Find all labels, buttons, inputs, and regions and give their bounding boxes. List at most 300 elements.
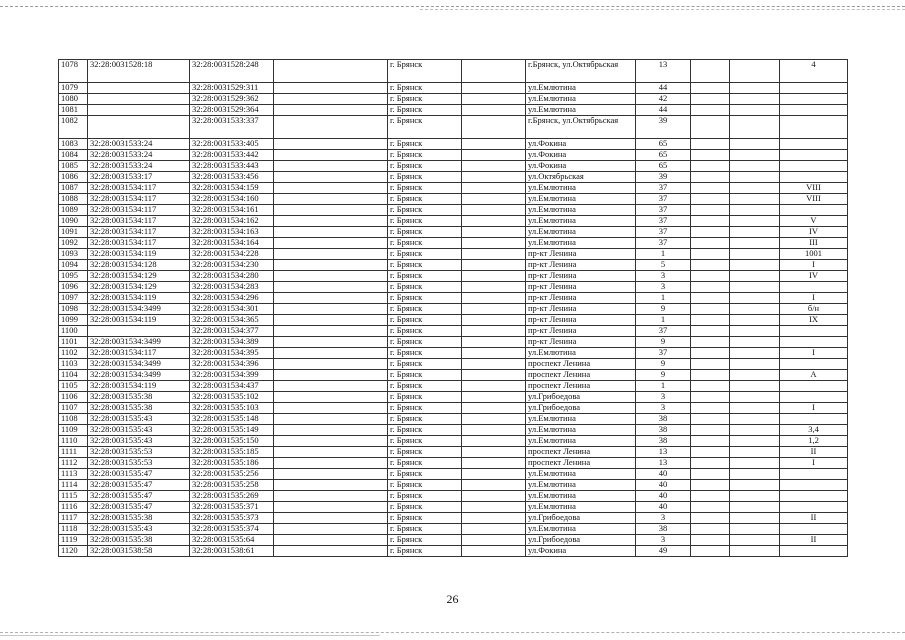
parcel-number-cell: 32:28:0031534:119	[88, 249, 190, 260]
row-number-cell: 1082	[59, 116, 88, 139]
object-number-cell: 32:28:0031529:311	[190, 83, 274, 94]
premises-number-cell: I	[780, 348, 848, 359]
table-row	[59, 535, 848, 546]
premises-number-cell: б/н	[780, 304, 848, 315]
object-number-cell: 32:28:0031535:149	[190, 425, 274, 436]
house-number-cell: 37	[636, 348, 691, 359]
table-row	[59, 260, 848, 271]
object-number-cell: 32:28:0031534:164	[190, 238, 274, 249]
parcel-number-cell: 32:28:0031535:38	[88, 513, 190, 524]
empty-col-cell	[274, 359, 388, 370]
empty-col-cell	[462, 227, 526, 238]
street-cell: ул.Емлютина	[526, 94, 636, 105]
empty-col-cell	[691, 480, 730, 491]
empty-col-cell	[691, 260, 730, 271]
row-number-cell: 1118	[59, 524, 88, 535]
house-number-cell: 49	[636, 546, 691, 557]
empty-col-cell	[274, 403, 388, 414]
table-row	[59, 502, 848, 513]
house-number-cell: 37	[636, 194, 691, 205]
row-number-cell: 1089	[59, 205, 88, 216]
empty-col-cell	[730, 546, 780, 557]
premises-number-cell: VIII	[780, 183, 848, 194]
street-cell: ул.Емлютина	[526, 491, 636, 502]
house-number-cell: 5	[636, 260, 691, 271]
empty-col-cell	[691, 238, 730, 249]
city-cell: г. Брянск	[388, 502, 462, 513]
parcel-number-cell: 32:28:0031535:43	[88, 414, 190, 425]
street-cell: проспект Ленина	[526, 370, 636, 381]
house-number-cell: 1	[636, 315, 691, 326]
city-cell: г. Брянск	[388, 392, 462, 403]
row-number-cell: 1095	[59, 271, 88, 282]
street-cell: ул.Емлютина	[526, 183, 636, 194]
empty-col-cell	[730, 216, 780, 227]
parcel-number-cell: 32:28:0031535:47	[88, 491, 190, 502]
empty-col-cell	[691, 337, 730, 348]
empty-col-cell	[274, 513, 388, 524]
empty-col-cell	[274, 161, 388, 172]
premises-number-cell	[780, 469, 848, 480]
object-number-cell: 32:28:0031535:186	[190, 458, 274, 469]
empty-col-cell	[691, 425, 730, 436]
row-number-cell: 1114	[59, 480, 88, 491]
empty-col-cell	[691, 216, 730, 227]
parcel-number-cell: 32:28:0031534:3499	[88, 359, 190, 370]
street-cell: ул.Емлютина	[526, 502, 636, 513]
parcel-number-cell: 32:28:0031534:117	[88, 348, 190, 359]
table-row	[59, 139, 848, 150]
empty-col-cell	[691, 392, 730, 403]
empty-col-cell	[462, 370, 526, 381]
street-cell: ул.Емлютина	[526, 227, 636, 238]
register-table	[58, 59, 848, 557]
empty-col-cell	[691, 83, 730, 94]
premises-number-cell	[780, 172, 848, 183]
city-cell: г. Брянск	[388, 370, 462, 381]
parcel-number-cell: 32:28:0031535:43	[88, 524, 190, 535]
premises-number-cell	[780, 282, 848, 293]
city-cell: г. Брянск	[388, 425, 462, 436]
premises-number-cell: II	[780, 535, 848, 546]
empty-col-cell	[462, 524, 526, 535]
table-row	[59, 392, 848, 403]
parcel-number-cell: 32:28:0031533:24	[88, 139, 190, 150]
empty-col-cell	[274, 227, 388, 238]
empty-col-cell	[691, 282, 730, 293]
row-number-cell: 1087	[59, 183, 88, 194]
city-cell: г. Брянск	[388, 205, 462, 216]
empty-col-cell	[691, 458, 730, 469]
empty-col-cell	[462, 94, 526, 105]
city-cell: г. Брянск	[388, 139, 462, 150]
street-cell: ул.Фокина	[526, 150, 636, 161]
empty-col-cell	[462, 425, 526, 436]
premises-number-cell	[780, 326, 848, 337]
row-number-cell: 1086	[59, 172, 88, 183]
table-row	[59, 94, 848, 105]
empty-col-cell	[274, 392, 388, 403]
parcel-number-cell: 32:28:0031535:47	[88, 469, 190, 480]
empty-col-cell	[462, 315, 526, 326]
empty-col-cell	[691, 205, 730, 216]
premises-number-cell	[780, 414, 848, 425]
city-cell: г. Брянск	[388, 83, 462, 94]
city-cell: г. Брянск	[388, 480, 462, 491]
row-number-cell: 1097	[59, 293, 88, 304]
object-number-cell: 32:28:0031534:161	[190, 205, 274, 216]
street-cell: проспект Ленина	[526, 458, 636, 469]
empty-col-cell	[730, 139, 780, 150]
street-cell: ул.Емлютина	[526, 194, 636, 205]
parcel-number-cell: 32:28:0031535:43	[88, 425, 190, 436]
row-number-cell: 1093	[59, 249, 88, 260]
empty-col-cell	[462, 282, 526, 293]
empty-col-cell	[730, 447, 780, 458]
object-number-cell: 32:28:0031534:280	[190, 271, 274, 282]
premises-number-cell: II	[780, 447, 848, 458]
empty-col-cell	[274, 150, 388, 161]
parcel-number-cell: 32:28:0031533:17	[88, 172, 190, 183]
scan-edge-bottom-inner	[0, 635, 380, 636]
row-number-cell: 1078	[59, 60, 88, 83]
empty-col-cell	[462, 293, 526, 304]
city-cell: г. Брянск	[388, 535, 462, 546]
row-number-cell: 1091	[59, 227, 88, 238]
parcel-number-cell: 32:28:0031535:53	[88, 458, 190, 469]
empty-col-cell	[462, 458, 526, 469]
empty-col-cell	[730, 249, 780, 260]
city-cell: г. Брянск	[388, 172, 462, 183]
row-number-cell: 1119	[59, 535, 88, 546]
empty-col-cell	[730, 282, 780, 293]
city-cell: г. Брянск	[388, 293, 462, 304]
city-cell: г. Брянск	[388, 348, 462, 359]
empty-col-cell	[730, 161, 780, 172]
table-row	[59, 469, 848, 480]
empty-col-cell	[730, 238, 780, 249]
empty-col-cell	[274, 116, 388, 139]
object-number-cell: 32:28:0031535:148	[190, 414, 274, 425]
premises-number-cell: 3,4	[780, 425, 848, 436]
house-number-cell: 9	[636, 370, 691, 381]
object-number-cell: 32:28:0031534:163	[190, 227, 274, 238]
empty-col-cell	[274, 183, 388, 194]
table-row	[59, 282, 848, 293]
empty-col-cell	[274, 249, 388, 260]
row-number-cell: 1090	[59, 216, 88, 227]
object-number-cell: 32:28:0031535:64	[190, 535, 274, 546]
premises-number-cell: III	[780, 238, 848, 249]
street-cell: ул.Емлютина	[526, 524, 636, 535]
empty-col-cell	[462, 535, 526, 546]
empty-col-cell	[462, 348, 526, 359]
empty-col-cell	[274, 425, 388, 436]
empty-col-cell	[730, 94, 780, 105]
row-number-cell: 1079	[59, 83, 88, 94]
row-number-cell: 1103	[59, 359, 88, 370]
empty-col-cell	[462, 480, 526, 491]
city-cell: г. Брянск	[388, 359, 462, 370]
city-cell: г. Брянск	[388, 150, 462, 161]
empty-col-cell	[730, 403, 780, 414]
empty-col-cell	[462, 183, 526, 194]
table-row	[59, 436, 848, 447]
empty-col-cell	[274, 469, 388, 480]
parcel-number-cell: 32:28:0031534:117	[88, 205, 190, 216]
empty-col-cell	[462, 326, 526, 337]
table-row	[59, 216, 848, 227]
city-cell: г. Брянск	[388, 304, 462, 315]
house-number-cell: 65	[636, 139, 691, 150]
empty-col-cell	[691, 447, 730, 458]
object-number-cell: 32:28:0031534:396	[190, 359, 274, 370]
empty-col-cell	[274, 205, 388, 216]
house-number-cell: 39	[636, 172, 691, 183]
house-number-cell: 3	[636, 282, 691, 293]
row-number-cell: 1084	[59, 150, 88, 161]
city-cell: г. Брянск	[388, 116, 462, 139]
row-number-cell: 1101	[59, 337, 88, 348]
house-number-cell: 44	[636, 83, 691, 94]
parcel-number-cell: 32:28:0031534:129	[88, 271, 190, 282]
empty-col-cell	[462, 414, 526, 425]
table-row	[59, 105, 848, 116]
city-cell: г. Брянск	[388, 491, 462, 502]
house-number-cell: 9	[636, 304, 691, 315]
parcel-number-cell	[88, 83, 190, 94]
object-number-cell: 32:28:0031533:442	[190, 150, 274, 161]
empty-col-cell	[691, 524, 730, 535]
empty-col-cell	[274, 172, 388, 183]
parcel-number-cell: 32:28:0031535:38	[88, 403, 190, 414]
parcel-number-cell	[88, 116, 190, 139]
house-number-cell: 44	[636, 105, 691, 116]
empty-col-cell	[730, 480, 780, 491]
parcel-number-cell: 32:28:0031535:38	[88, 535, 190, 546]
empty-col-cell	[462, 447, 526, 458]
empty-col-cell	[691, 326, 730, 337]
empty-col-cell	[274, 337, 388, 348]
parcel-number-cell	[88, 94, 190, 105]
empty-col-cell	[274, 370, 388, 381]
house-number-cell: 1	[636, 249, 691, 260]
street-cell: проспект Ленина	[526, 381, 636, 392]
street-cell: ул.Грибоедова	[526, 513, 636, 524]
table-row	[59, 546, 848, 557]
row-number-cell: 1099	[59, 315, 88, 326]
premises-number-cell	[780, 546, 848, 557]
object-number-cell: 32:28:0031535:373	[190, 513, 274, 524]
city-cell: г. Брянск	[388, 414, 462, 425]
house-number-cell: 39	[636, 116, 691, 139]
scan-edge-top	[0, 6, 905, 7]
street-cell: ул.Фокина	[526, 161, 636, 172]
empty-col-cell	[730, 348, 780, 359]
object-number-cell: 32:28:0031533:456	[190, 172, 274, 183]
city-cell: г. Брянск	[388, 238, 462, 249]
table-row	[59, 116, 848, 139]
empty-col-cell	[462, 60, 526, 83]
street-cell: ул.Емлютина	[526, 238, 636, 249]
empty-col-cell	[730, 414, 780, 425]
empty-col-cell	[274, 546, 388, 557]
premises-number-cell: I	[780, 293, 848, 304]
object-number-cell: 32:28:0031534:296	[190, 293, 274, 304]
row-number-cell: 1113	[59, 469, 88, 480]
empty-col-cell	[274, 348, 388, 359]
premises-number-cell	[780, 524, 848, 535]
empty-col-cell	[730, 315, 780, 326]
empty-col-cell	[730, 194, 780, 205]
empty-col-cell	[691, 183, 730, 194]
object-number-cell: 32:28:0031533:405	[190, 139, 274, 150]
row-number-cell: 1117	[59, 513, 88, 524]
empty-col-cell	[730, 271, 780, 282]
table-row	[59, 513, 848, 524]
street-cell: проспект Ленина	[526, 447, 636, 458]
row-number-cell: 1098	[59, 304, 88, 315]
empty-col-cell	[691, 315, 730, 326]
table-row	[59, 458, 848, 469]
city-cell: г. Брянск	[388, 546, 462, 557]
city-cell: г. Брянск	[388, 447, 462, 458]
empty-col-cell	[462, 116, 526, 139]
city-cell: г. Брянск	[388, 271, 462, 282]
parcel-number-cell	[88, 105, 190, 116]
table-row	[59, 304, 848, 315]
object-number-cell: 32:28:0031535:256	[190, 469, 274, 480]
empty-col-cell	[274, 480, 388, 491]
street-cell: пр-кт Ленина	[526, 293, 636, 304]
empty-col-cell	[462, 359, 526, 370]
empty-col-cell	[730, 535, 780, 546]
object-number-cell: 32:28:0031534:437	[190, 381, 274, 392]
premises-number-cell: V	[780, 216, 848, 227]
table-row	[59, 227, 848, 238]
parcel-number-cell: 32:28:0031535:38	[88, 392, 190, 403]
table-row	[59, 150, 848, 161]
scan-edge-bottom	[0, 632, 905, 633]
table-row	[59, 161, 848, 172]
object-number-cell: 32:28:0031534:162	[190, 216, 274, 227]
street-cell: г.Брянск, ул.Октябрьская	[526, 116, 636, 139]
table-row	[59, 293, 848, 304]
city-cell: г. Брянск	[388, 249, 462, 260]
city-cell: г. Брянск	[388, 326, 462, 337]
street-cell: пр-кт Ленина	[526, 271, 636, 282]
house-number-cell: 1	[636, 293, 691, 304]
object-number-cell: 32:28:0031535:269	[190, 491, 274, 502]
object-number-cell: 32:28:0031534:399	[190, 370, 274, 381]
empty-col-cell	[691, 150, 730, 161]
house-number-cell: 40	[636, 491, 691, 502]
empty-col-cell	[730, 370, 780, 381]
house-number-cell: 37	[636, 238, 691, 249]
table-row	[59, 337, 848, 348]
object-number-cell: 32:28:0031534:389	[190, 337, 274, 348]
parcel-number-cell: 32:28:0031534:117	[88, 216, 190, 227]
city-cell: г. Брянск	[388, 216, 462, 227]
premises-number-cell: 1,2	[780, 436, 848, 447]
empty-col-cell	[691, 172, 730, 183]
object-number-cell: 32:28:0031535:258	[190, 480, 274, 491]
premises-number-cell	[780, 105, 848, 116]
empty-col-cell	[274, 304, 388, 315]
object-number-cell: 32:28:0031538:61	[190, 546, 274, 557]
table-row	[59, 480, 848, 491]
empty-col-cell	[274, 216, 388, 227]
table-row	[59, 370, 848, 381]
empty-col-cell	[691, 381, 730, 392]
empty-col-cell	[730, 205, 780, 216]
empty-col-cell	[730, 337, 780, 348]
premises-number-cell: I	[780, 403, 848, 414]
street-cell: ул.Фокина	[526, 139, 636, 150]
empty-col-cell	[462, 238, 526, 249]
street-cell: пр-кт Ленина	[526, 315, 636, 326]
premises-number-cell: IX	[780, 315, 848, 326]
street-cell: ул.Емлютина	[526, 425, 636, 436]
table-row	[59, 491, 848, 502]
premises-number-cell: 1001	[780, 249, 848, 260]
premises-number-cell	[780, 139, 848, 150]
parcel-number-cell: 32:28:0031528:18	[88, 60, 190, 83]
empty-col-cell	[730, 458, 780, 469]
empty-col-cell	[730, 150, 780, 161]
object-number-cell: 32:28:0031534:283	[190, 282, 274, 293]
street-cell: г.Брянск, ул.Октябрьская	[526, 60, 636, 83]
city-cell: г. Брянск	[388, 260, 462, 271]
street-cell: ул.Емлютина	[526, 83, 636, 94]
empty-col-cell	[730, 524, 780, 535]
object-number-cell: 32:28:0031535:103	[190, 403, 274, 414]
object-number-cell: 32:28:0031535:102	[190, 392, 274, 403]
street-cell: ул.Фокина	[526, 546, 636, 557]
premises-number-cell: А	[780, 370, 848, 381]
empty-col-cell	[730, 227, 780, 238]
empty-col-cell	[730, 326, 780, 337]
parcel-number-cell: 32:28:0031533:24	[88, 150, 190, 161]
object-number-cell: 32:28:0031535:185	[190, 447, 274, 458]
house-number-cell: 40	[636, 502, 691, 513]
table-row	[59, 172, 848, 183]
house-number-cell: 38	[636, 425, 691, 436]
row-number-cell: 1100	[59, 326, 88, 337]
street-cell: пр-кт Ленина	[526, 304, 636, 315]
empty-col-cell	[274, 271, 388, 282]
premises-number-cell: VIII	[780, 194, 848, 205]
house-number-cell: 3	[636, 403, 691, 414]
premises-number-cell	[780, 359, 848, 370]
empty-col-cell	[462, 205, 526, 216]
empty-col-cell	[274, 436, 388, 447]
parcel-number-cell: 32:28:0031534:128	[88, 260, 190, 271]
house-number-cell: 37	[636, 227, 691, 238]
empty-col-cell	[730, 359, 780, 370]
table-row	[59, 194, 848, 205]
parcel-number-cell: 32:28:0031535:47	[88, 502, 190, 513]
object-number-cell: 32:28:0031534:377	[190, 326, 274, 337]
parcel-number-cell: 32:28:0031535:53	[88, 447, 190, 458]
parcel-number-cell: 32:28:0031534:117	[88, 238, 190, 249]
empty-col-cell	[730, 381, 780, 392]
street-cell: ул.Грибоедова	[526, 392, 636, 403]
empty-col-cell	[691, 436, 730, 447]
object-number-cell: 32:28:0031534:301	[190, 304, 274, 315]
street-cell: пр-кт Ленина	[526, 337, 636, 348]
house-number-cell: 1	[636, 381, 691, 392]
